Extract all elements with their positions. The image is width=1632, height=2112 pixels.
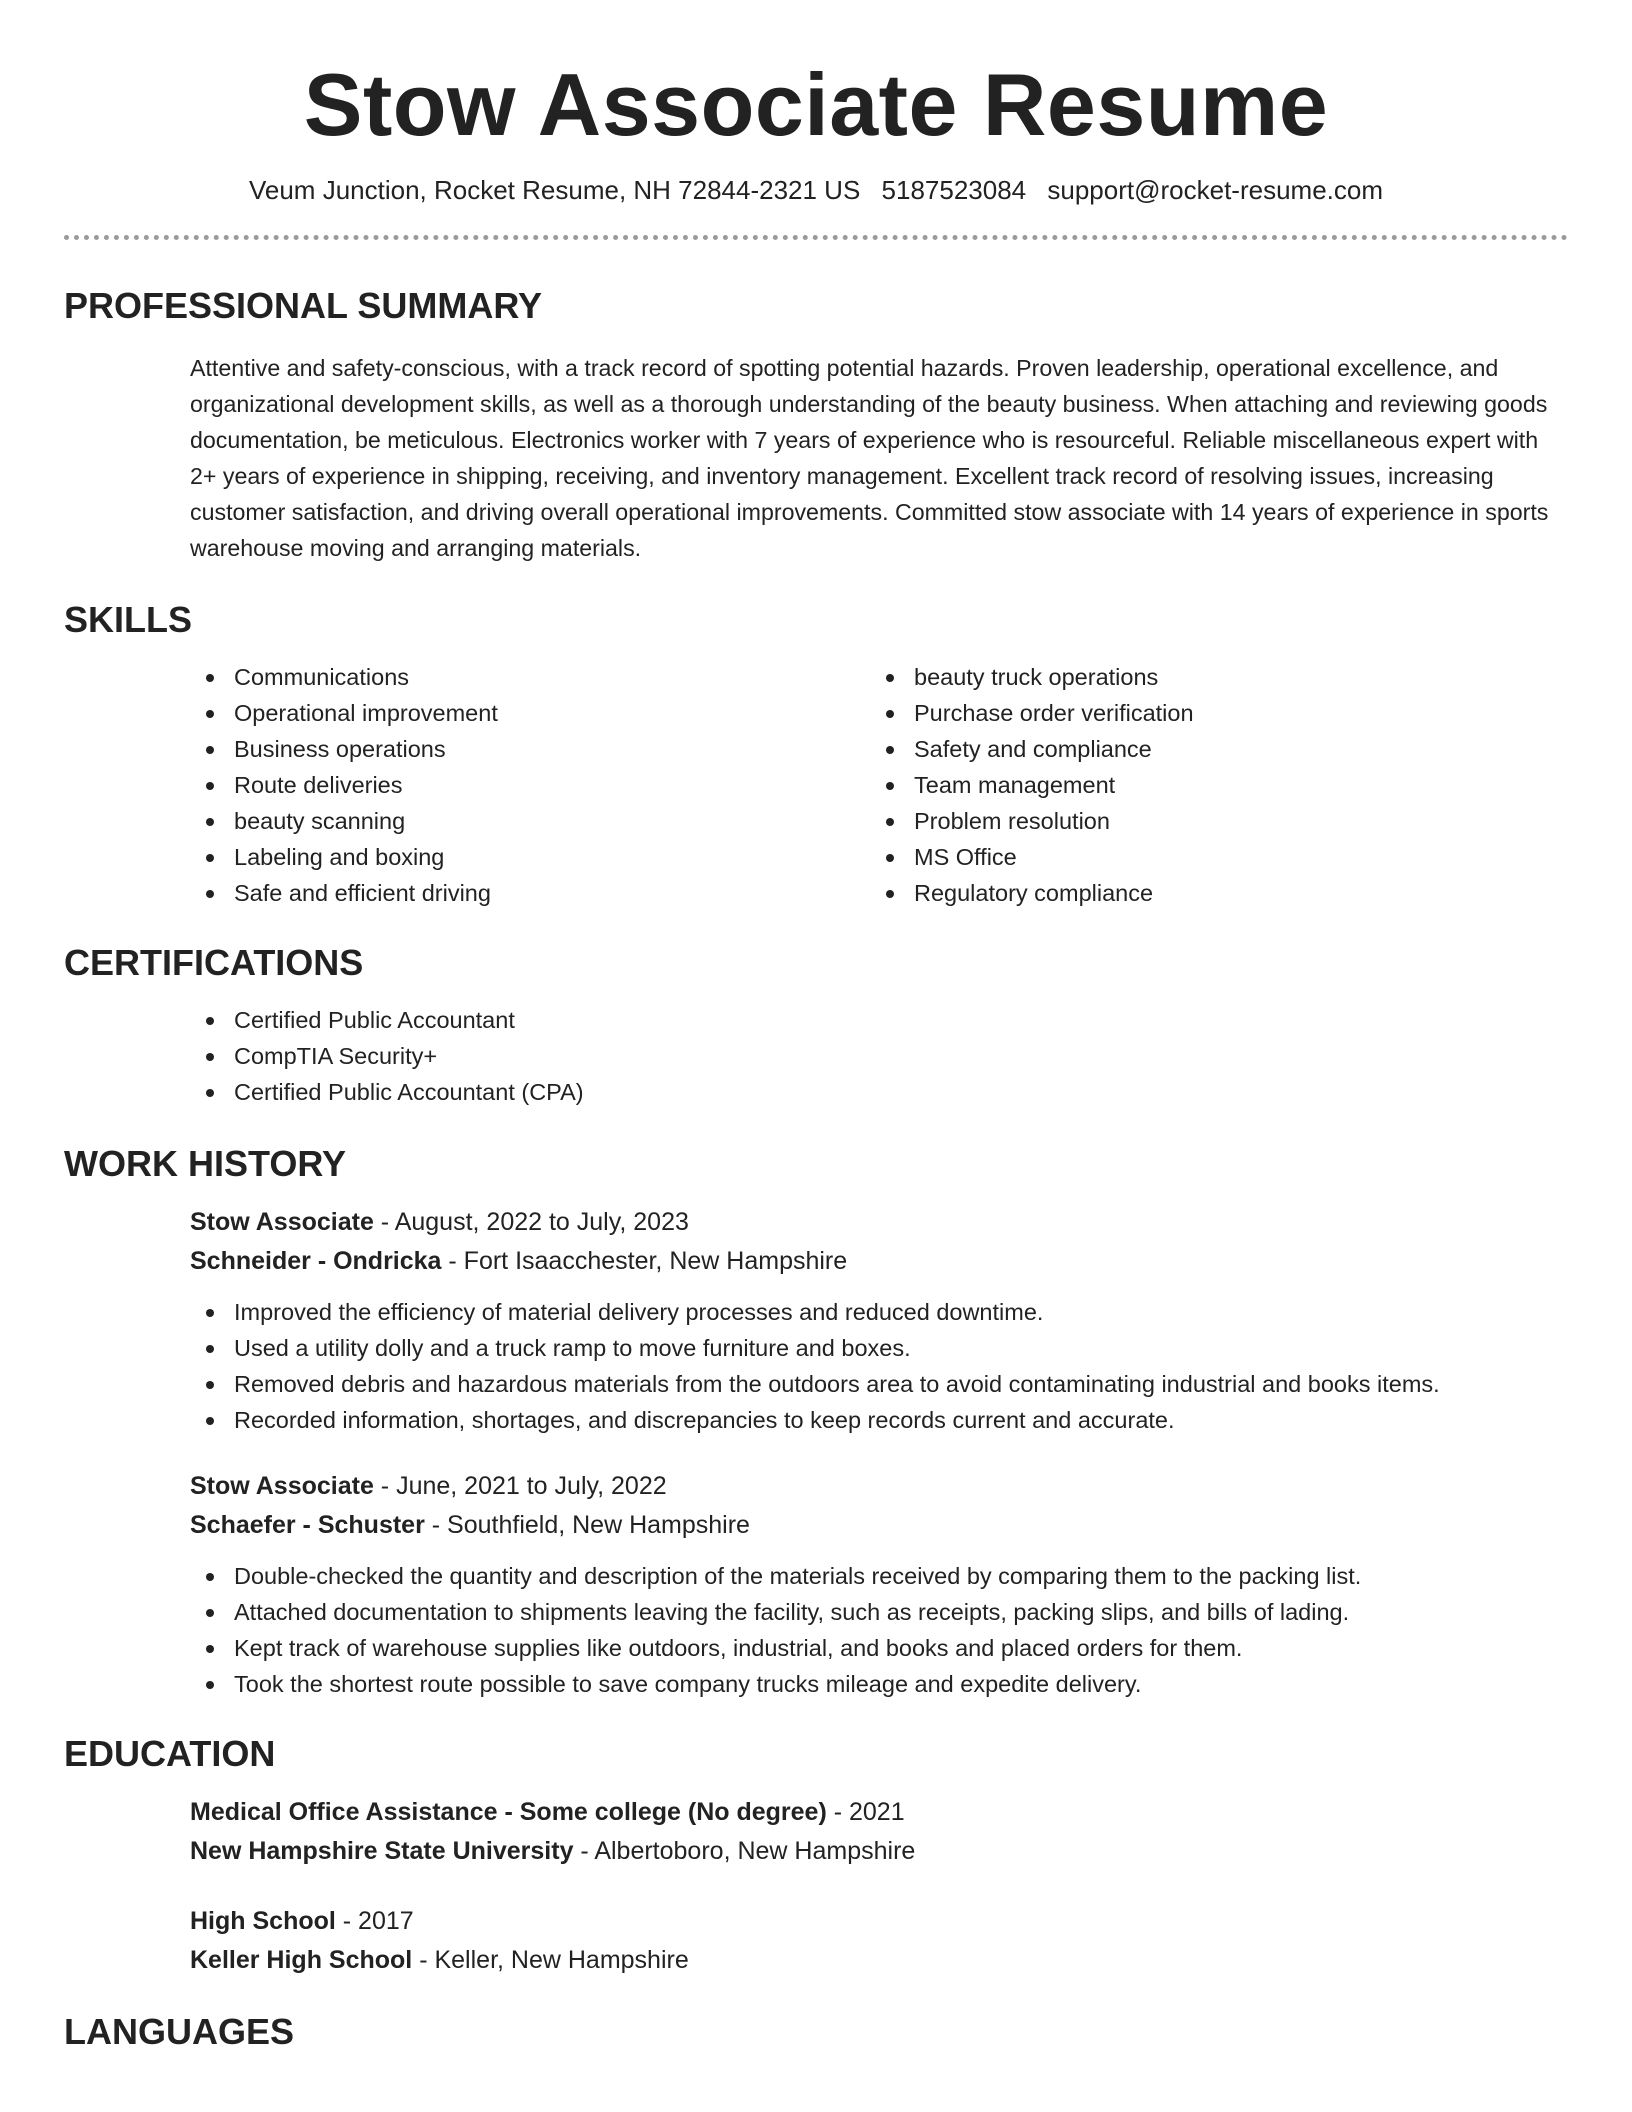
education-degree: High School [190,1907,336,1936]
duty-item: Removed debris and hazardous materials from the outdoors area to avoid contaminating industrial and books items. [190,1366,1568,1402]
duty-item: Kept track of warehouse supplies like outdoors, industrial, and books and placed orders for them. [190,1630,1568,1666]
skill-item: beauty truck operations [870,659,1550,695]
contact-phone: 5187523084 [881,174,1027,205]
duty-item: Double-checked the quantity and description of the materials received by comparing them to the packing list. [190,1558,1568,1594]
skill-item: beauty scanning [190,803,870,839]
summary-heading: PROFESSIONAL SUMMARY [64,285,543,327]
resume-title: Stow Associate Resume [303,55,1329,154]
job-title: Stow Associate [190,1208,374,1237]
education-year: - 2017 [335,1907,414,1936]
duty-item: Improved the efficiency of material delivery processes and reduced downtime. [190,1294,1568,1330]
contact-address: Veum Junction, Rocket Resume, NH 72844-2321 US [248,174,861,205]
skill-item: Labeling and boxing [190,839,870,875]
job-company-line [190,1506,1568,1545]
work-heading: WORK HISTORY [64,1142,347,1184]
education-section [64,1732,1568,1980]
skill-item: Team management [870,767,1550,803]
header-divider [64,235,1568,240]
job-company: Schaefer - Schuster [190,1511,425,1540]
certifications-section [64,941,1568,1110]
education-degree: Medical Office Assistance - Some college (No degree) [190,1798,827,1827]
education-heading: EDUCATION [64,1733,276,1775]
job-location: - Southfield, New Hampshire [424,1511,750,1540]
education-location: - Albertoboro, New Hampshire [573,1837,916,1866]
job-entry [64,1203,1568,1438]
job-duties [190,1294,1568,1438]
education-school-line [190,1941,1568,1980]
job-location: - Fort Isaacchester, New Hampshire [441,1247,848,1276]
skill-item: Problem resolution [870,803,1550,839]
job-entry [64,1467,1568,1702]
contact-line [64,174,1568,208]
certifications-list [190,1002,1568,1110]
education-school: New Hampshire State University [190,1837,574,1866]
skill-item: Purchase order verification [870,695,1550,731]
education-entry [64,1793,1568,1871]
education-entry [64,1902,1568,1980]
skill-item: Safety and compliance [870,731,1550,767]
education-school-line [190,1832,1568,1871]
job-dates: - August, 2022 to July, 2023 [373,1208,689,1237]
job-dates: - June, 2021 to July, 2022 [373,1472,667,1501]
job-title: Stow Associate [190,1472,374,1501]
education-location: - Keller, New Hampshire [412,1946,689,1975]
job-company-line [190,1242,1568,1281]
education-school: Keller High School [190,1946,413,1975]
languages-heading: LANGUAGES [64,2011,295,2053]
duty-item: Attached documentation to shipments leaving the facility, such as receipts, packing slips, and bills of lading. [190,1594,1568,1630]
skill-item: Route deliveries [190,767,870,803]
summary-section [64,284,1568,565]
resume-page [64,0,1568,2054]
work-section [64,1142,1568,1702]
skills-list-left [190,659,870,911]
certification-item: CompTIA Security+ [190,1038,1568,1074]
job-company: Schneider - Ondricka [190,1247,442,1276]
skill-item: Regulatory compliance [870,875,1550,911]
skill-item: Operational improvement [190,695,870,731]
job-title-line [190,1467,1568,1506]
summary-text: Attentive and safety-conscious, with a track record of spotting potential hazards. Proven leadership, operational excellence, and organizational development skills, as well as a thorough understanding of the beauty business. When attaching and reviewing goods documentation, be meticulous. Electronics worker with 7 years of experience who is resourceful. Reliable miscellaneous expert with 2+ years of experience in shipping, receiving, and inventory management. Excellent track record of resolving issues, increasing customer satisfaction, and driving overall operational improvements. Committed stow associate with 14 years of experience in sports warehouse moving and arranging materials. [190,354,1549,561]
duty-item: Used a utility dolly and a truck ramp to move furniture and boxes. [190,1330,1568,1366]
certification-item: Certified Public Accountant [190,1002,1568,1038]
skills-heading: SKILLS [64,598,193,640]
skill-item: MS Office [870,839,1550,875]
skill-item: Safe and efficient driving [190,875,870,911]
education-degree-line [190,1902,1568,1941]
languages-section [64,2010,1568,2053]
contact-email: support@rocket-resume.com [1047,174,1384,205]
job-title-line [190,1203,1568,1242]
education-degree-line [190,1793,1568,1832]
skills-list-right [870,659,1550,911]
duty-item: Recorded information, shortages, and discrepancies to keep records current and accurate. [190,1402,1568,1438]
skills-section [64,598,1568,911]
duty-item: Took the shortest route possible to save company trucks mileage and expedite delivery. [190,1666,1568,1702]
education-year: - 2021 [826,1798,905,1827]
skill-item: Communications [190,659,870,695]
certification-item: Certified Public Accountant (CPA) [190,1074,1568,1110]
certifications-heading: CERTIFICATIONS [64,941,364,983]
job-duties [190,1558,1568,1702]
skill-item: Business operations [190,731,870,767]
